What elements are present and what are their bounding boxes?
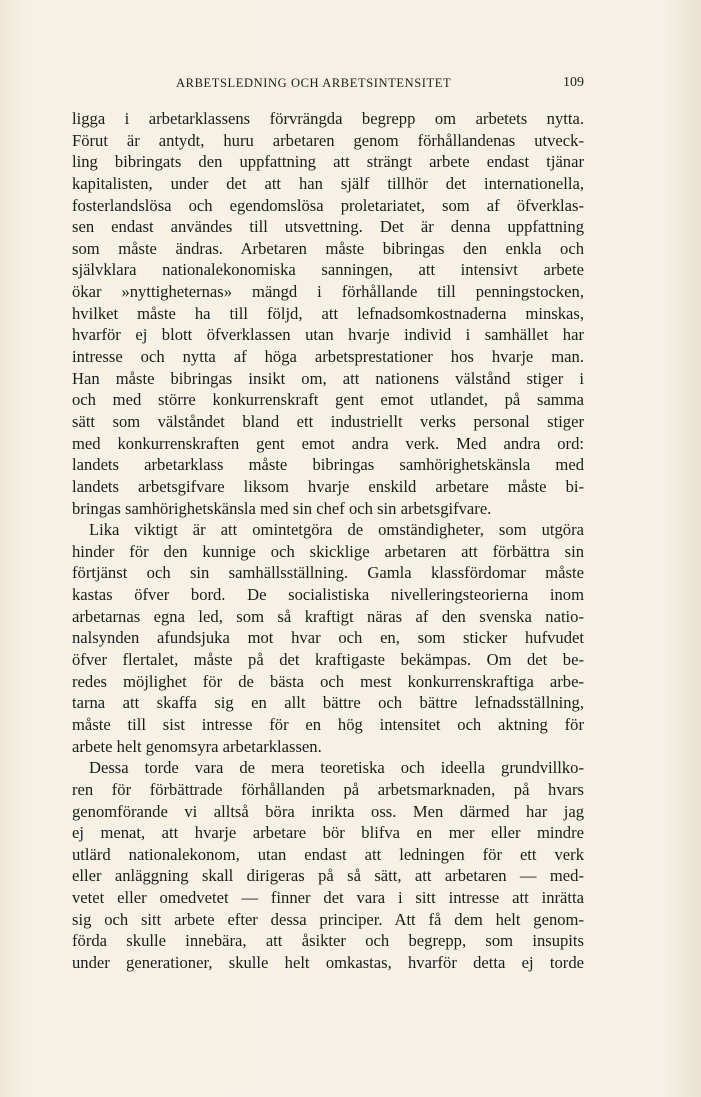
page-number: 109 [563,75,584,90]
text-line: kastas öfver bord. De socialistiska nivelleringsteorierna inom [72,585,584,605]
running-title: ARBETSLEDNING OCH ARBETSINTENSITET [176,76,452,90]
page-header [72,74,584,94]
text-line: förda skulle innebära, att åsikter och begrepp, som insupits [72,931,584,951]
text-line: Förut är antydt, huru arbetaren genom förhållandenas utveck- [72,130,584,150]
body-text [72,108,584,974]
text-line: självklara nationalekonomiska sanningen, att intensivt arbete [72,260,584,280]
text-line: ren för förbättrade förhållanden på arbetsmarknaden, på hvars [72,779,584,799]
text-line: eller anläggning skall dirigeras på så sätt, att arbetaren — med- [72,866,584,886]
text-line: ej menat, att hvarje arbetare bör blifva en mer eller mindre [72,823,584,843]
text-line: sen endast användes till utsvettning. Det är denna uppfattning [72,217,584,237]
text-line: ökar »nyttigheternas» mängd i förhållande till penningstocken, [72,282,584,302]
text-line: hvilket måste ha till följd, att lefnadsomkostnaderna minskas, [72,303,584,323]
text-line: bringas samhörighetskänsla med sin chef och sin arbetsgifvare. [72,498,492,518]
text-line: under generationer, skulle helt omkastas, hvarför detta ej torde [72,952,584,972]
text-line: hvarför ej blott öfverklassen utan hvarje individ i samhället har [72,325,584,345]
text-line: Lika viktigt är att omintetgöra de omständigheter, som utgöra [89,520,584,540]
text-line: sätt som välståndet bland ett industriellt verks personal stiger [72,411,584,431]
text-line: som måste ändras. Arbetaren måste bibringas den enkla och [72,238,584,258]
text-line: landets arbetsgifvare liksom hvarje enskild arbetare måste bi- [72,476,584,496]
text-line: arbete helt genomsyra arbetarklassen. [72,736,322,756]
text-line: landets arbetarklass måste bibringas samhörighetskänsla med [72,455,584,475]
text-line: vetet eller omedvetet — finner det vara i sitt intresse att inrätta [72,888,584,908]
text-line: intresse och nytta af höga arbetsprestationer hos hvarje man. [72,347,584,367]
text-line: arbetarnas egna led, som så kraftigt näras af den svenska natio- [72,606,584,626]
text-line: redes möjlighet för de bästa och mest konkurrenskraftiga arbe- [72,671,584,691]
text-line: tarna att skaffa sig en allt bättre och bättre lefnadsställning, [72,693,584,713]
text-line: nalsynden afundsjuka mot hvar och en, som sticker hufvudet [72,628,584,648]
text-line: med konkurrenskraften gent emot andra verk. Med andra ord: [72,433,584,453]
text-line: fosterlandslösa och egendomslösa proletariatet, som af öfverklas- [72,195,584,215]
text-line: utlärd nationalekonom, utan endast att ledningen för ett verk [72,844,584,864]
text-line: Han måste bibringas insikt om, att nationens välstånd stiger i [72,368,584,388]
text-line: hinder för den kunnige och skicklige arbetaren att förbättra sin [72,541,584,561]
text-line: förtjänst och sin samhällsställning. Gamla klassfördomar måste [72,563,584,583]
text-line: och med större konkurrenskraft gent emot utlandet, på samma [72,390,584,410]
text-line: ligga i arbetarklassens förvrängda begrepp om arbetets nytta. [72,109,584,128]
text-line: öfver flertalet, måste på det kraftigaste bekämpas. Om det be- [72,650,584,670]
text-line: måste till sist intresse för en hög intensitet och aktning för [72,714,584,734]
text-line: genomförande vi alltså böra inrikta oss. Men därmed har jag [72,801,584,821]
text-line: Dessa torde vara de mera teoretiska och ideella grundvillko- [89,758,584,778]
text-line: sig och sitt arbete efter dessa principer. Att få dem helt genom- [72,909,584,929]
text-line: kapitalisten, under det att han själf tillhör det internationella, [72,173,584,193]
text-line: ling bibringats den uppfattning att strängt arbete endast tjänar [72,152,584,172]
